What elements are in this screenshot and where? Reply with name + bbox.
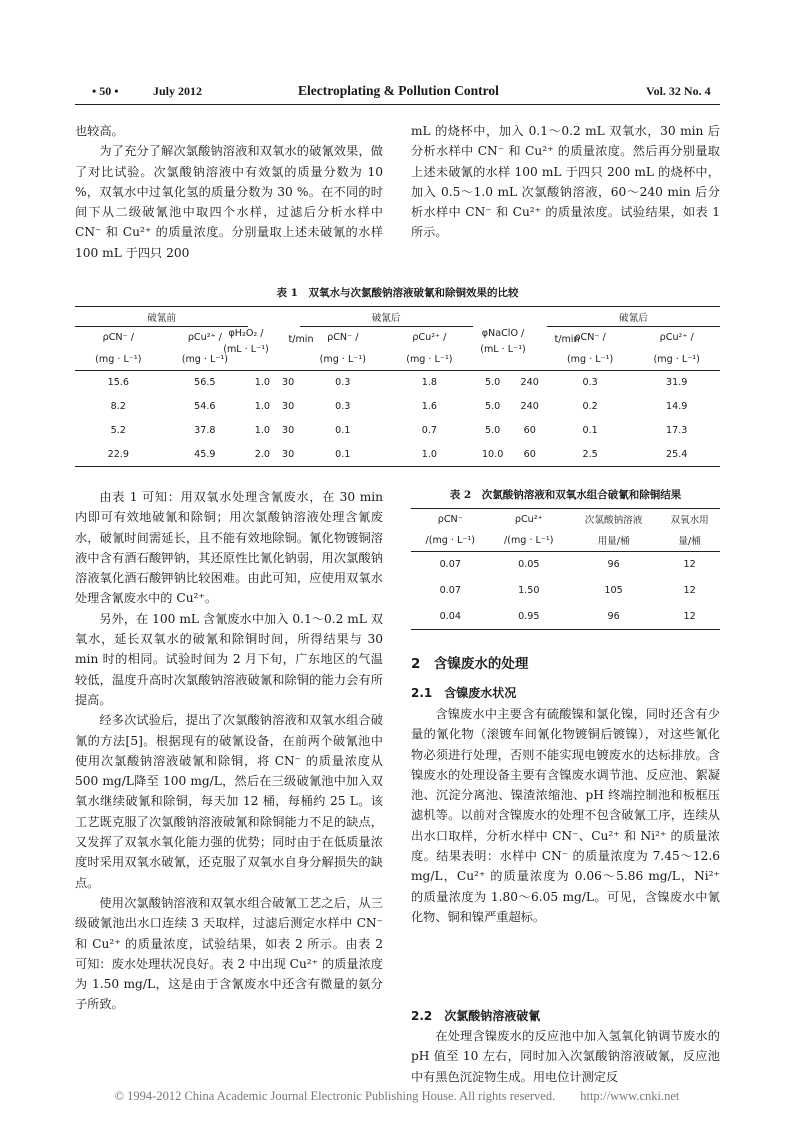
table1-header-cu: ρCu²⁺ / <box>412 332 447 344</box>
table-cell: 12 <box>683 610 696 622</box>
table-cell: 30 <box>281 401 295 412</box>
table2-header-naclo: 次氯酸钠溶液 <box>584 515 643 527</box>
table-cell: 31.9 <box>666 377 688 389</box>
section-2-2-text <box>411 1026 720 1087</box>
table2-header-unit: /(mg · L⁻¹) <box>503 534 554 546</box>
table2-header-cu: ρCu²⁺ <box>514 513 543 525</box>
table-cell: 0.1 <box>582 425 598 436</box>
table-cell: 0.3 <box>335 377 351 389</box>
table-cell: 1.0 <box>254 425 271 436</box>
table1-header-h2o2-label: φH₂O₂ / <box>228 328 264 339</box>
table-cell: 22.9 <box>107 448 129 460</box>
table-cell: 1.8 <box>421 377 437 389</box>
paragraph: 由表 1 可知：用双氧水处理含氰废水，在 30 min 内即可有效地破氰和除铜；用次氯酸钠溶液处理含氰废水，破氰时间需延长，且不能有效地除铜。氰化物镀铜溶液中含有酒石酸钾钠，其还原性比氰化钠弱，用次氯酸钠溶液氧化酒石酸钾钠比较困难。由此可知，应使用双氧水处理含氰废水中的 Cu²⁺。 <box>75 490 383 606</box>
table-cell: 240 <box>520 401 539 412</box>
table1-group-after-naclo: 破氰后 <box>547 307 720 327</box>
table-cell: 1.0 <box>254 401 271 412</box>
table-cell: 0.95 <box>518 610 540 622</box>
table1-header-cn: ρCN⁻ / <box>574 332 606 344</box>
table-cell: 0.1 <box>335 425 351 436</box>
issue-date: July 2012 <box>153 84 203 98</box>
table1-header-h2o2-unit: (mL · L⁻¹) <box>223 344 269 355</box>
paragraph: 为了充分了解次氯酸钠溶液和双氧水的破氰效果，做了对比试验。次氯酸钠溶液中有效氯的质量分数为 10 %，双氧水中过氧化氢的质量分数为 30 %。在不同的时间下从二级破氰池中取四个水样，过滤后分析水样中 CN⁻ 和 Cu²⁺ 的质量浓度。分别量取上述未破氰的水样 100 mL 于四只 200 <box>75 144 383 260</box>
table-cell: 5.2 <box>110 425 126 436</box>
table1-header-cn: ρCN⁻ / <box>327 332 359 344</box>
table-cell: 1.6 <box>421 401 437 412</box>
journal-title: Electroplating & Pollution Control <box>298 83 499 98</box>
section-2-1-text <box>411 704 720 927</box>
table-cell: 60 <box>523 425 536 436</box>
table1-header-unit: (mg · L⁻¹) <box>95 353 142 365</box>
table1-header-naclo-unit: (mL · L⁻¹) <box>480 344 526 355</box>
paragraph: 使用次氯酸钠溶液和双氧水组合破氰工艺之后，从三级破氰池出水口连续 3 天取样，过滤后测定水样中 CN⁻ 和 Cu²⁺ 的质量浓度，试验结果，如表 2 所示。由表 2 可知：废水处理状况良好。表 2 中出现 Cu²⁺ 的质量浓度为 1.50 mg/L，这是由于含氰废水中还含有微量的氨分子所致。 <box>75 895 383 1012</box>
paragraph: 另外，在 100 mL 含氰废水中加入 0.1～0.2 mL 双氧水，延长双氧水的破氰和除铜时间，所得结果与 30 min 时的相同。试验时间为 2 月下旬，广东地区的气温较低，温度升高时次氯酸钠溶液破氰和除铜的能力会有所提高。 <box>75 611 383 707</box>
table1-header-cu: ρCu²⁺ / <box>659 332 694 344</box>
table1-group-before: 破氰前 <box>75 307 248 327</box>
table-cell: 0.05 <box>518 559 540 571</box>
table2-header-h2o2: 双氧水用 <box>670 515 709 527</box>
table-cell: 5.0 <box>484 401 501 412</box>
table2-header-cn: ρCN⁻ <box>437 513 463 525</box>
paragraph: 也较高。 <box>75 124 124 138</box>
table-cell: 56.5 <box>194 377 216 389</box>
table-cell: 25.4 <box>666 448 688 460</box>
table2-header-unit: /(mg · L⁻¹) <box>425 534 476 546</box>
table-cell: 10.0 <box>481 448 504 460</box>
table-cell: 30 <box>281 377 295 389</box>
table-cell: 37.8 <box>194 425 216 436</box>
table-cell: 1.0 <box>254 377 271 389</box>
table-cell: 1.50 <box>518 585 540 596</box>
table-cell: 30 <box>281 425 295 436</box>
left-column-bottom <box>75 487 383 1015</box>
table1-caption: 表 1 双氧水与次氯酸钠溶液破氰和除铜效果的比较 <box>276 287 519 299</box>
right-column-top <box>411 121 720 243</box>
table-cell: 0.1 <box>335 448 351 460</box>
table-cell: 45.9 <box>194 448 216 460</box>
table1-header-h2o2 <box>205 326 287 358</box>
left-column-top <box>75 121 383 263</box>
paragraph: mL 的烧杯中，加入 0.1～0.2 mL 双氧水，30 min 后分析水样中 CN⁻ 和 Cu²⁺ 的质量浓度。然后再分别量取上述未破氰的水样 100 mL 于四只 200 mL 的烧杯中，加入 0.5～1.0 mL 次氯酸钠溶液，60～240 min 后分析水样中 CN⁻ 和 Cu²⁺ 的质量浓度。试验结果，如表 1 所示。 <box>411 124 720 240</box>
table1-header-cu: ρCu²⁺ / <box>187 332 222 344</box>
paragraph: 经多次试验后，提出了次氯酸钠溶液和双氧水组合破氰的方法[5]。根据现有的破氰设备，在前两个破氰池中使用次氯酸钠溶液破氰和除铜，将 CN⁻ 的质量浓度从 500 mg/L降至 100 mg/L，然后在三级破氰池中加入双氧水继续破氰和除铜，每天加 12 桶，每桶约 25 L。该工艺既克服了次氯酸钠溶液破氰和除铜能力不足的缺点，又发挥了双氧水氧化能力强的优势；同时由于在低质量浓度时采用双氧水破氰，还克服了双氧水自身分解损失的缺点。 <box>75 713 383 890</box>
table2-header-h2o2-unit: 量/桶 <box>678 536 701 548</box>
subsection-heading: 2.2 次氯酸钠溶液破氰 <box>411 1009 541 1023</box>
table-cell: 0.7 <box>421 425 437 436</box>
table-cell: 96 <box>607 610 620 622</box>
table2-caption: 表 2 次氯酸钠溶液和双氧水组合破氰和除铜结果 <box>449 489 682 501</box>
table-cell: 2.5 <box>582 448 598 460</box>
table1-header-naclo-label: φNaClO / <box>481 328 525 339</box>
volume-issue: Vol. 32 No. 4 <box>646 84 711 98</box>
table1 <box>75 306 720 467</box>
section-heading: 2 含镍废水的处理 <box>411 656 529 672</box>
table1-header-naclo <box>462 326 544 358</box>
table-cell: 12 <box>683 559 696 571</box>
table-cell: 0.07 <box>439 559 461 571</box>
table-cell: 1.0 <box>421 448 437 460</box>
table-cell: 15.6 <box>107 377 129 389</box>
table-cell: 8.2 <box>110 401 126 412</box>
table-cell: 60 <box>523 448 536 460</box>
table-cell: 14.9 <box>666 401 688 412</box>
copyright-footer: © 1994-2012 China Academic Journal Electronic Publishing House. All rights reserved. http://www.cnki.net <box>114 1089 680 1103</box>
table-cell: 96 <box>607 559 620 571</box>
table-cell: 0.3 <box>582 377 598 389</box>
table-cell: 5.0 <box>484 377 501 389</box>
table-cell: 105 <box>604 585 623 596</box>
table-cell: 0.3 <box>335 401 351 412</box>
table1-group-after-h2o2: 破氰后 <box>300 307 473 327</box>
table1-header-unit: (mg · L⁻¹) <box>181 353 229 365</box>
table2-header-naclo-unit: 用量/桶 <box>597 536 630 548</box>
table1-header-time: t/min <box>288 334 314 345</box>
table2 <box>411 508 720 630</box>
table-cell: 0.07 <box>439 585 461 596</box>
table-cell: 12 <box>683 585 696 596</box>
table1-header-cn: ρCN⁻ / <box>102 332 134 344</box>
table1-header-unit: (mg · L⁻¹) <box>653 353 700 365</box>
page-number: • 50 • <box>92 84 119 98</box>
table-cell: 0.2 <box>582 401 598 412</box>
table-cell: 240 <box>520 377 539 389</box>
table-cell: 54.6 <box>194 401 216 412</box>
table-cell: 30 <box>281 448 295 460</box>
table1-header-time: t/min <box>554 334 580 345</box>
subsection-heading: 2.1 含镍废水状况 <box>411 686 517 700</box>
table1-header-unit: (mg · L⁻¹) <box>319 353 366 365</box>
table-cell: 0.04 <box>439 610 461 622</box>
table-cell: 2.0 <box>254 448 271 460</box>
table-cell: 17.3 <box>666 425 688 436</box>
table1-header-unit: (mg · L⁻¹) <box>566 353 614 365</box>
table-cell: 5.0 <box>484 425 501 436</box>
table1-header-unit: (mg · L⁻¹) <box>406 353 453 365</box>
paragraph: 在处理含镍废水的反应池中加入氢氧化钠调节废水的 pH 值至 10 左右，同时加入次氯酸钠溶液破氰，反应池中有黑色沉淀物生成。用电位计测定反 <box>411 1029 720 1084</box>
header-rule <box>75 104 720 105</box>
paragraph: 含镍废水中主要含有硫酸镍和氯化镍，同时还含有少量的氰化物（滚镀车间氰化物镀铜后镀镍），对这些氰化物必须进行处理，否则不能实现电镀废水的达标排放。含镍废水的处理设备主要有含镍废水调节池、反应池、絮凝池、沉淀分离池、镍渣浓缩池、pH 终端控制池和板框压滤机等。以前对含镍废水的处理不包含破氰工序，连续从出水口取样，分析水样中 CN⁻、Cu²⁺ 和 Ni²⁺ 的质量浓度。结果表明：水样中 CN⁻ 的质量浓度为 7.45～12.6 mg/L，Cu²⁺ 的质量浓度为 0.06～5.86 mg/L，Ni²⁺ 的质量浓度为 1.80～6.05 mg/L。可见，含镍废水中氰化物、铜和镍严重超标。 <box>411 707 720 924</box>
